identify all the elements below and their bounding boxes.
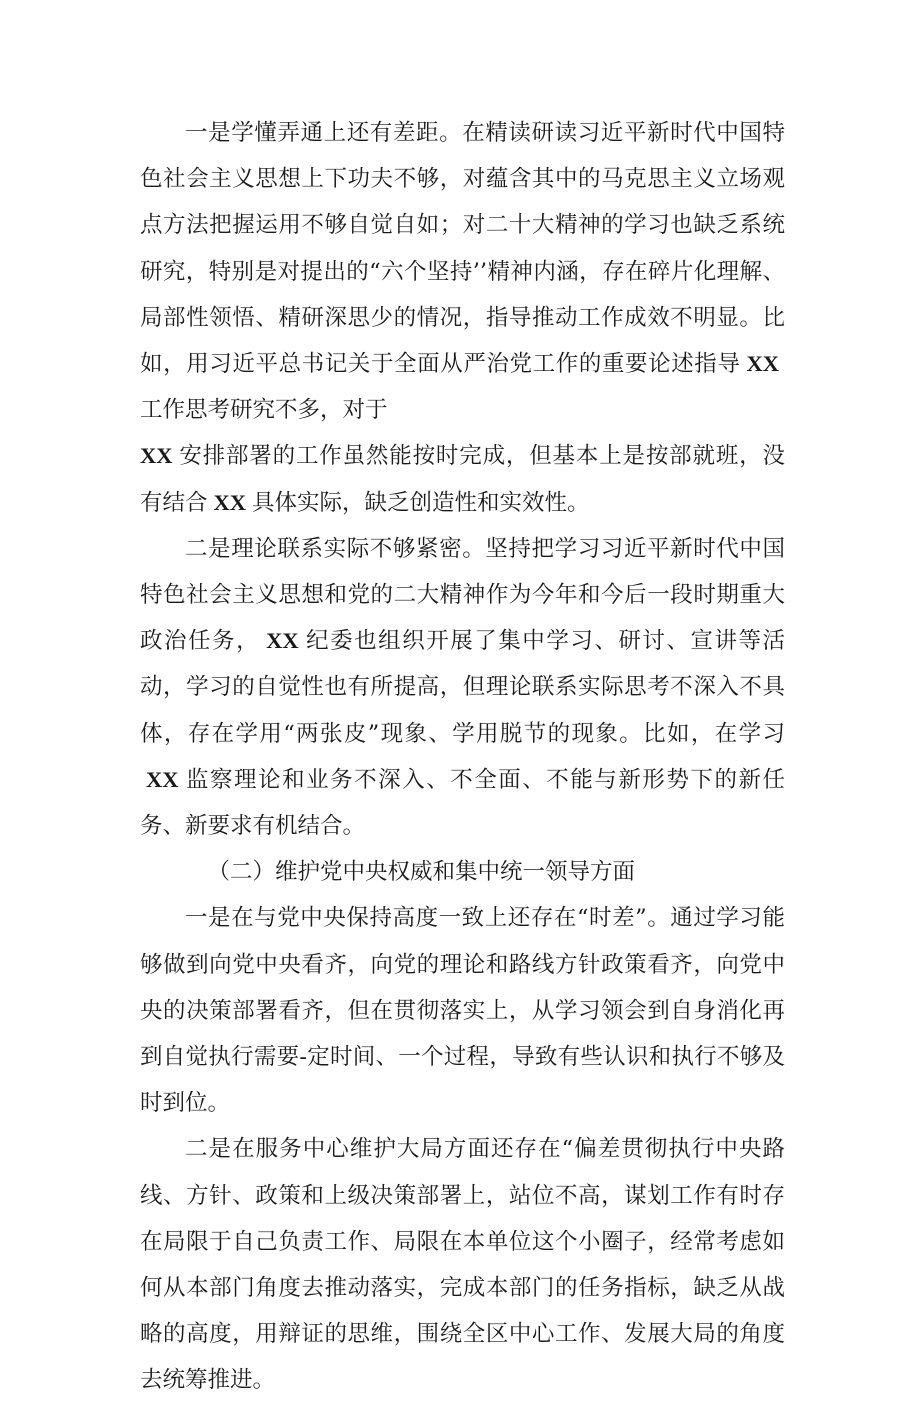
- document-body: [140, 110, 785, 1404]
- placeholder-xx: XX: [140, 443, 173, 469]
- paragraph-text: 具体实际，缺乏创造性和实效性。: [252, 489, 590, 516]
- paragraph-text: 纪委也组织开展了集中学习、研讨、宣讲等活动，学习的自觉性也有所提高，但理论联系实际思考不深入不具体，存在学用“两张皮”现象、学用脱节的现象。比如，在学习: [140, 628, 785, 747]
- placeholder-xx: XX: [266, 628, 299, 654]
- paragraph-time-lag: 一是在与党中央保持高度一致上还存在“时差”。通过学习能够做到向党中央看齐，向党的理论和路线方针政策看齐，向党中央的决策部署看齐，但在贯彻落实上，从学习领会到自身消化再到自觉执行需要-定时间、一个过程，导致有些认识和执行不够及时到位。: [140, 905, 785, 1117]
- paragraph-text: 监察理论和业务不深入、不全面、不能与新形势下的新任务、新要求有机结合。: [140, 766, 785, 840]
- paragraph-text: 工作思考研究不多，对于: [140, 397, 388, 424]
- paragraph-text: 安排部署的工作虽然能按时完成，但基本上是按部就班，没有结合: [140, 443, 785, 516]
- paragraph-theory-practice: [140, 526, 785, 849]
- placeholder-xx: XX: [146, 766, 179, 792]
- paragraph-text: 一是学懂弄通上还有差距。在精读研读习近平新时代中国特色社会主义思想上下功夫不够，对蕴含其中的马克思主义立场观点方法把握运用不够自觉自如；对二十大精神的学习也缺乏系统研究，特别是对提出的“六个坚持’’精神内涵，存在碎片化理解、局部性领悟、精研深思少的情况，指导推动工作成效不明显。比如，用习近平总书记关于全面从严治党工作的重要论述指导: [140, 120, 785, 378]
- placeholder-xx: XX: [213, 489, 247, 515]
- paragraph-text: 二是理论联系实际不够紧密。坚持把学习习近平新时代中国特色社会主义思想和党的二大精神作为今年和今后一段时期重大政治任务，: [140, 535, 785, 655]
- section-heading: （二）维护党中央权威和集中统一领导方面: [207, 859, 636, 886]
- paragraph-overall-situation: 二是在服务中心维护大局方面还存在“偏差贯彻执行中央路线、方针、政策和上级决策部署上，站位不高，谋划工作有时存在局限于自己负责工作、局限在本单位这个小圈子，经常考虑如何从本部门角度去推动落实，完成本部门的任务指标，缺乏从战略的高度，用辩证的思维，围绕全区中心工作、发展大局的角度去统筹推进。: [140, 1136, 785, 1394]
- paragraph-study-gap: [140, 110, 785, 526]
- placeholder-xx: XX: [746, 351, 779, 377]
